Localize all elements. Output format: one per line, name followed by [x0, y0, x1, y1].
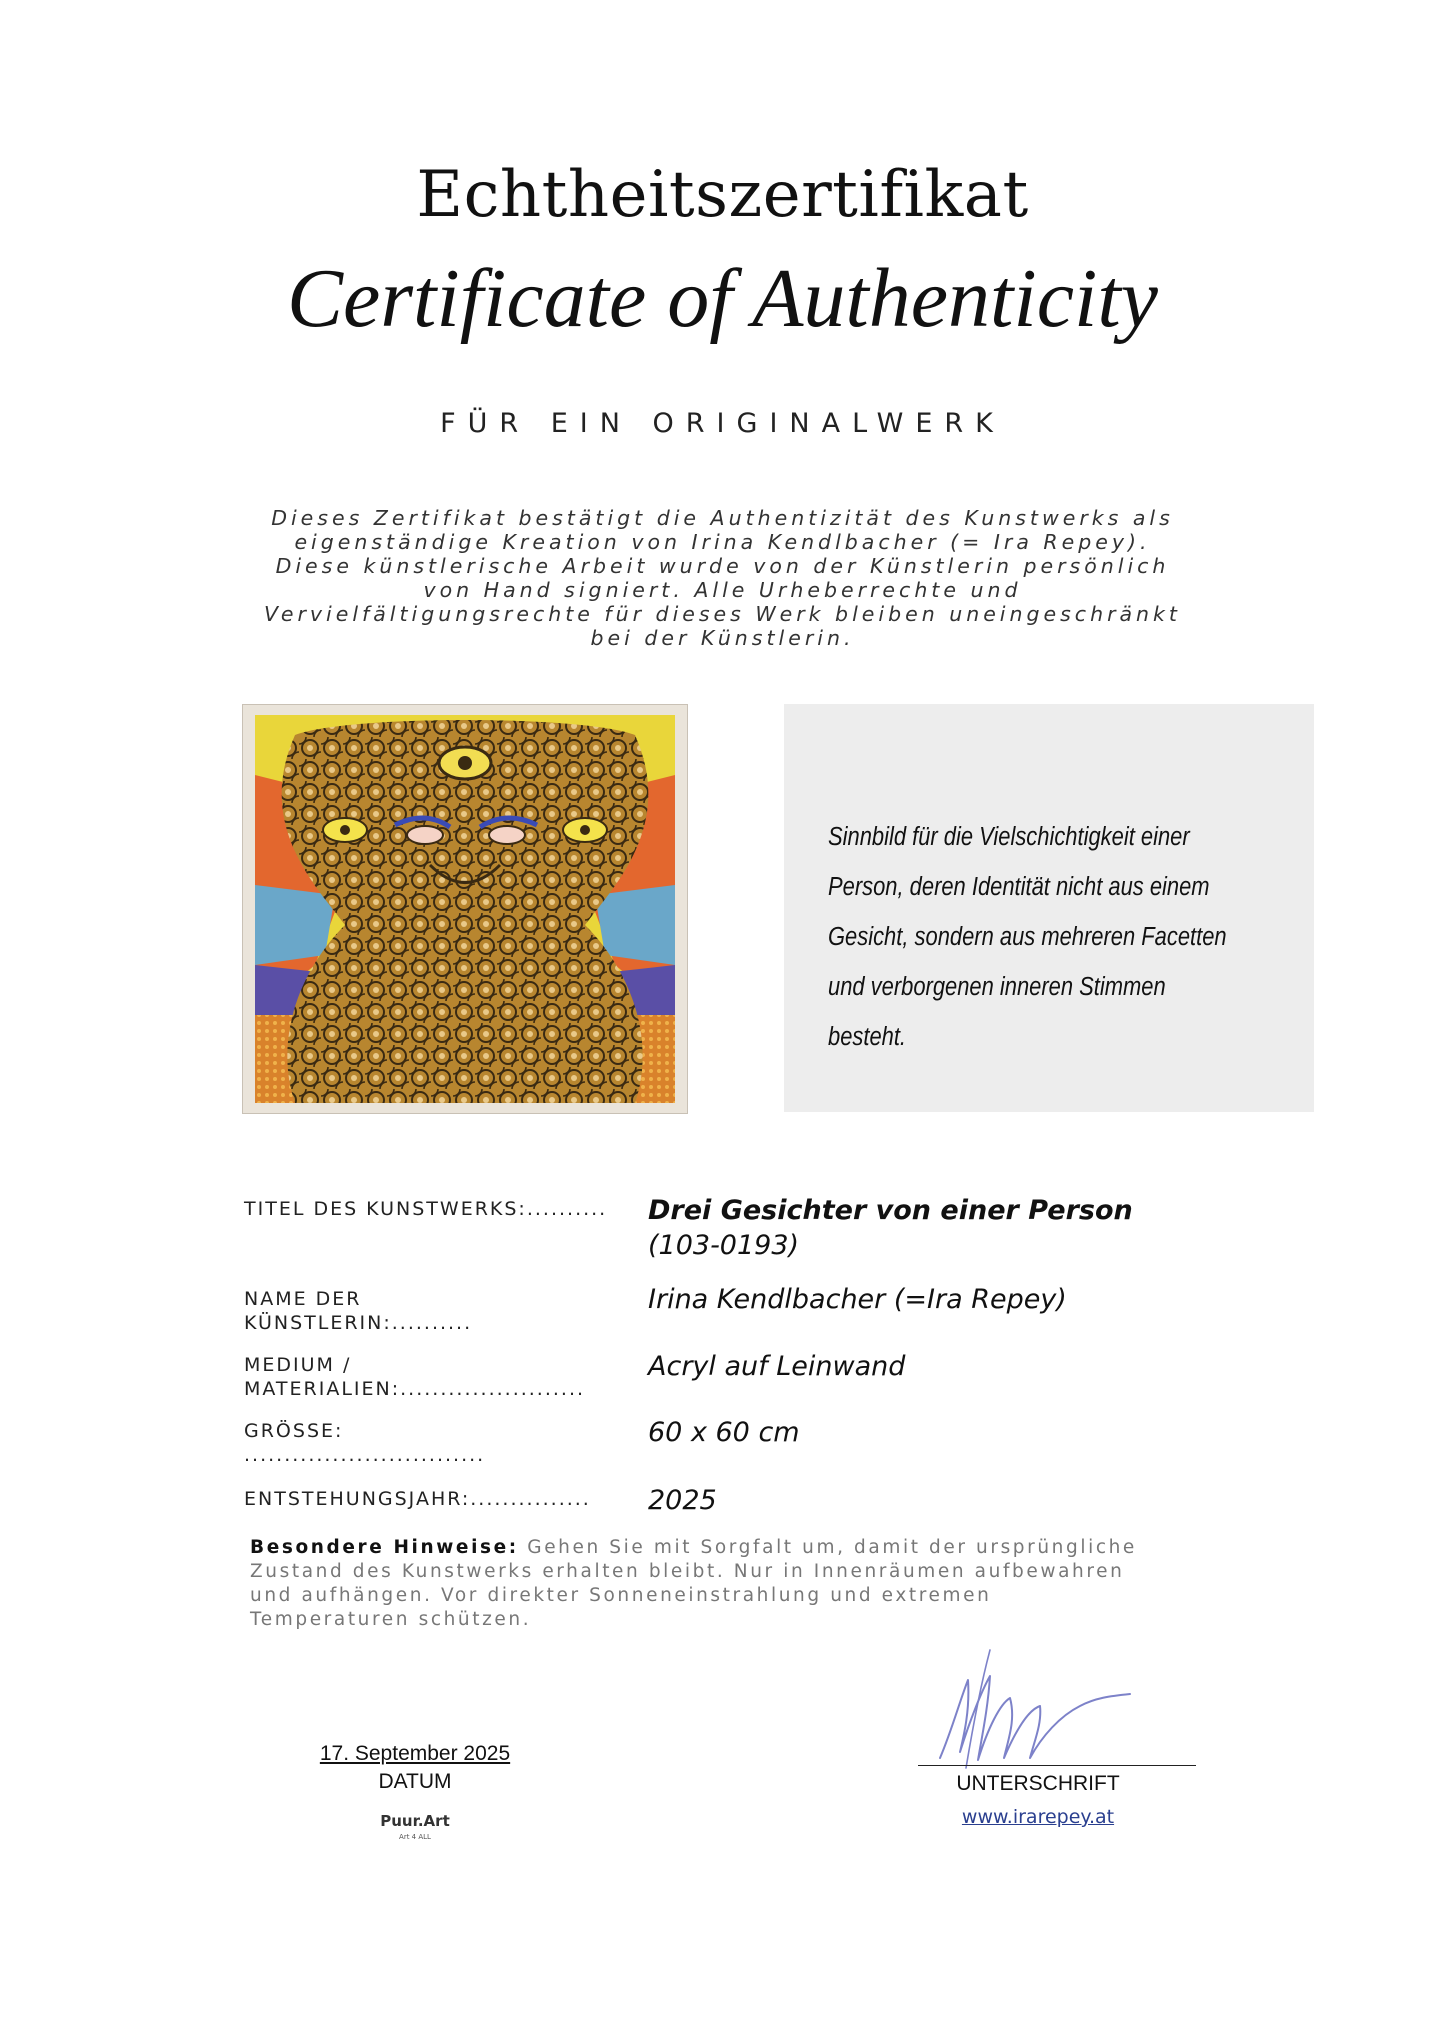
medium-label-line1: MEDIUM /: [244, 1354, 352, 1376]
description-line: besteht.: [828, 1023, 907, 1051]
artist-label-line2: KÜNSTLERIN:..........: [244, 1312, 473, 1334]
logo-subtext: Art 4 ALL: [399, 1833, 431, 1841]
signature-line: [918, 1765, 1196, 1766]
artist-value: Irina Kendlbacher (=Ira Repey): [648, 1284, 1067, 1315]
artwork-description-box: [784, 704, 1314, 1112]
intro-line: bei der Künstlerin.: [590, 626, 855, 650]
artwork-description: [828, 812, 1232, 1062]
website-link[interactable]: www.irarepey.at: [961, 1806, 1115, 1828]
certificate-date: 17. September 2025: [319, 1742, 511, 1765]
artwork-title-value: Drei Gesichter von einer Person: [648, 1195, 1133, 1226]
description-line: Sinnbild für die Vielschichtigkeit einer: [828, 823, 1190, 851]
puur-art-logo: [378, 1808, 452, 1844]
year-value: 2025: [648, 1485, 717, 1516]
notes-line: Gehen Sie mit Sorgfalt um, damit der ursprüngliche: [527, 1537, 1137, 1558]
intro-line: von Hand signiert. Alle Urheberrechte und: [423, 578, 1022, 602]
certificate-title-english: Certificate of Authenticity: [287, 252, 1158, 345]
intro-line: Vervielfältigungsrechte für dieses Werk bleiben uneingeschränkt: [264, 602, 1181, 626]
notes-line: Zustand des Kunstwerks erhalten bleibt. Nur in Innenräumen aufbewahren: [250, 1561, 1125, 1582]
date-label: DATUM: [378, 1770, 452, 1793]
artwork-image: [242, 704, 688, 1114]
intro-line: eigenständige Kreation von Irina Kendlbacher (= Ira Repey).: [294, 530, 1151, 554]
notes-line: und aufhängen. Vor direkter Sonneneinstrahlung und extremen: [250, 1585, 992, 1606]
certificate-subtitle: FÜR EIN ORIGINALWERK: [440, 408, 1005, 439]
artwork-title-label: TITEL DES KUNSTWERKS:..........: [244, 1198, 608, 1220]
artist-label-line1: NAME DER: [244, 1288, 362, 1310]
intro-paragraph: [250, 506, 1195, 650]
special-notes: [250, 1536, 1150, 1632]
artwork-code-value: (103-0193): [648, 1230, 800, 1261]
handwritten-signature: [930, 1640, 1150, 1770]
size-label-line2: ..............................: [244, 1444, 486, 1466]
description-line: Person, deren Identität nicht aus einem: [828, 873, 1210, 901]
description-line: und verborgenen inneren Stimmen: [828, 973, 1166, 1001]
artwork-painting-graphic: [255, 715, 675, 1103]
size-value: 60 x 60 cm: [648, 1417, 800, 1448]
size-label-line1: GRÖSSE:: [244, 1420, 344, 1442]
description-line: Gesicht, sondern aus mehreren Facetten: [828, 923, 1227, 951]
intro-line: Diese künstlerische Arbeit wurde von der Künstlerin persönlich: [275, 554, 1170, 578]
medium-value: Acryl auf Leinwand: [648, 1351, 906, 1382]
signature-label: UNTERSCHRIFT: [956, 1772, 1120, 1795]
notes-heading: Besondere Hinweise:: [250, 1537, 519, 1558]
notes-line: Temperaturen schützen.: [250, 1609, 532, 1630]
certificate-title-german: Echtheitszertifikat: [416, 158, 1029, 232]
year-label: ENTSTEHUNGSJAHR:...............: [244, 1488, 591, 1510]
medium-label-line2: MATERIALIEN:.......................: [244, 1378, 586, 1400]
logo-text: Puur.Art: [380, 1812, 450, 1830]
intro-line: Dieses Zertifikat bestätigt die Authentizität des Kunstwerks als: [271, 506, 1174, 530]
